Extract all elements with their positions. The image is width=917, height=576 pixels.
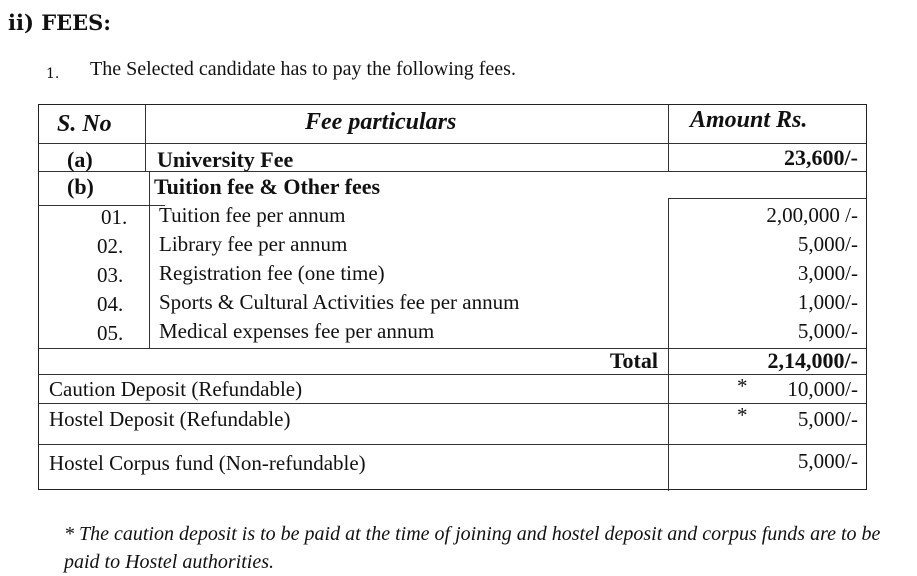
total-label: Total xyxy=(609,348,658,373)
col-divider xyxy=(145,105,146,171)
total-amount: 2,14,000/- xyxy=(767,348,858,373)
item-label: Medical expenses fee per annum xyxy=(159,319,435,343)
deposit-amount: 10,000/- xyxy=(787,377,858,401)
item-sno: 04. xyxy=(97,292,124,316)
item-sno: 02. xyxy=(97,234,124,258)
row-divider xyxy=(39,143,866,144)
item-sno: 01. xyxy=(101,205,128,229)
item-label: Library fee per annum xyxy=(159,232,348,256)
col-divider xyxy=(668,198,669,348)
intro-text: The Selected candidate has to pay the following fees. xyxy=(90,58,516,80)
deposit-amount: 5,000/- xyxy=(797,407,858,431)
row-divider xyxy=(39,444,866,445)
item-label: Sports & Cultural Activities fee per annum xyxy=(159,290,520,314)
fee-table xyxy=(38,104,867,490)
deposit-label: Caution Deposit (Refundable) xyxy=(49,377,303,401)
deposit-star: * xyxy=(737,403,748,427)
item-amount: 5,000/- xyxy=(797,319,858,343)
item-label: Tuition fee per annum xyxy=(159,203,346,227)
col-divider xyxy=(149,171,150,348)
deposit-label: Hostel Deposit (Refundable) xyxy=(49,407,291,431)
section-heading: ii) FEES: xyxy=(8,10,112,35)
col-divider xyxy=(668,105,669,171)
col-divider xyxy=(668,348,669,491)
item-amount: 3,000/- xyxy=(797,261,858,285)
footnote: * The caution deposit is to be paid at the time of joining and hostel deposit and corpus funds are to be paid to Hostel authorities. xyxy=(64,523,881,573)
tuition-group-label: Tuition fee & Other fees xyxy=(154,174,381,199)
row-divider xyxy=(668,198,866,199)
university-label: University Fee xyxy=(157,147,294,172)
item-sno: 05. xyxy=(97,321,124,345)
item-amount: 1,000/- xyxy=(797,290,858,314)
item-sno: 03. xyxy=(97,263,124,287)
item-amount: 2,00,000 /- xyxy=(766,203,858,227)
deposit-amount: 5,000/- xyxy=(797,449,858,473)
deposit-label: Hostel Corpus fund (Non-refundable) xyxy=(49,451,366,475)
item-label: Registration fee (one time) xyxy=(159,261,385,285)
tuition-group-sno: (b) xyxy=(67,174,94,199)
deposit-star: * xyxy=(737,374,748,398)
row-divider xyxy=(39,348,866,349)
university-sno: (a) xyxy=(67,147,93,172)
header-particulars: Fee particulars xyxy=(305,109,457,135)
header-amount: Amount Rs. xyxy=(690,107,808,133)
item-amount: 5,000/- xyxy=(797,232,858,256)
header-sno: S. No xyxy=(57,111,112,137)
university-amount: 23,600/- xyxy=(784,145,858,170)
intro-number: 1. xyxy=(46,66,60,82)
